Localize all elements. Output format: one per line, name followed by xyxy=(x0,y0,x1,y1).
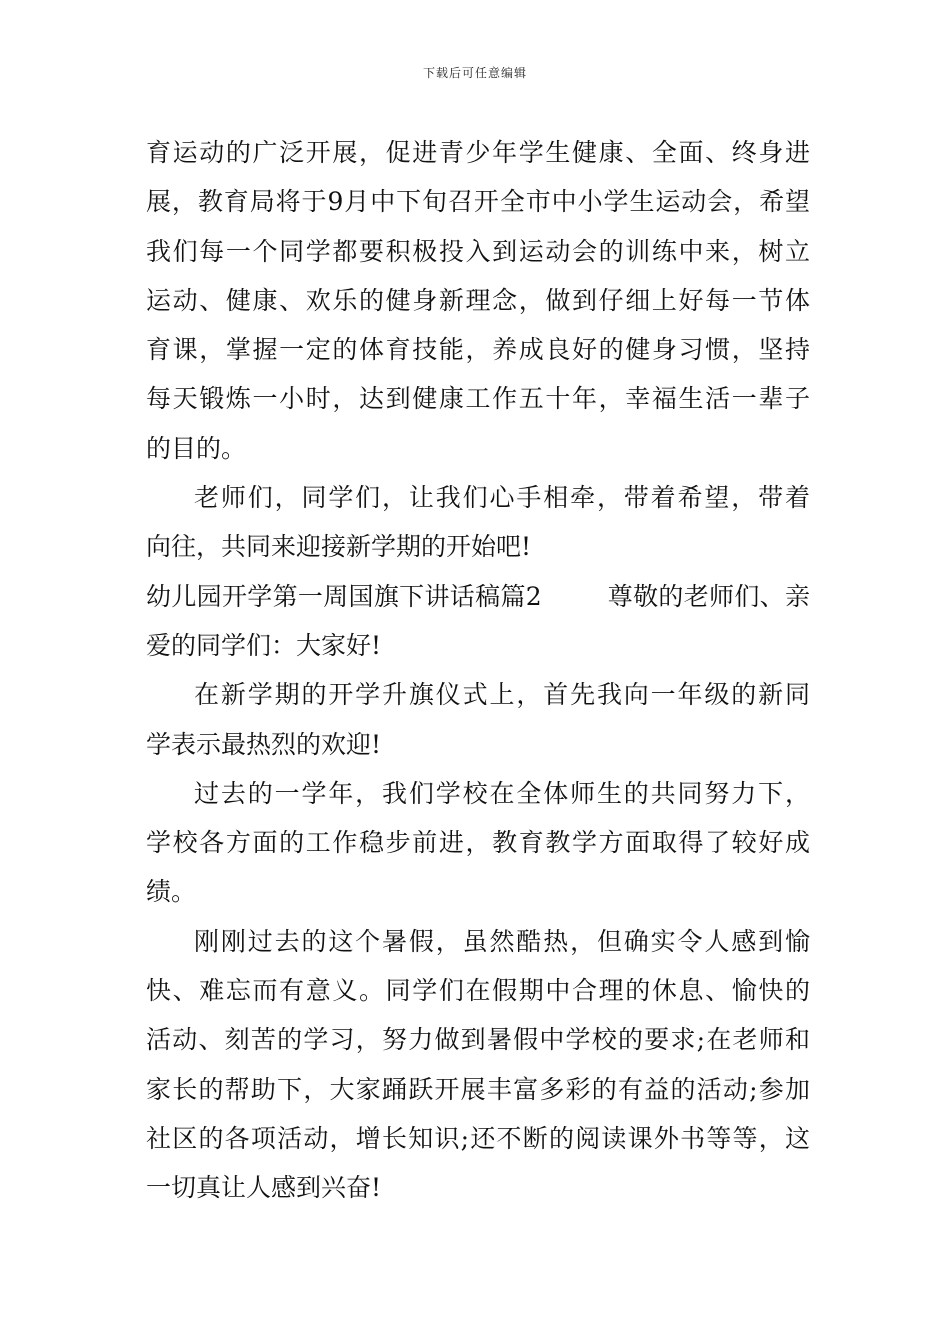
text-line: 幼儿园开学第一周国旗下讲话稿篇2 尊敬的老师们、亲 xyxy=(146,581,810,611)
text-line: 爱的同学们：大家好! xyxy=(146,630,382,660)
text-line: 在新学期的开学升旗仪式上，首先我向一年级的新同 xyxy=(194,680,810,710)
text-line: 老师们，同学们，让我们心手相牵，带着希望，带着 xyxy=(194,483,810,513)
text-line: 每天锻炼一小时，达到健康工作五十年，幸福生活一辈子 xyxy=(146,384,810,414)
text-line: 刚刚过去的这个暑假，虽然酷热，但确实令人感到愉 xyxy=(194,926,810,956)
text-line: 绩。 xyxy=(146,877,197,907)
text-line: 社区的各项活动，增长知识;还不断的阅读课外书等等，这 xyxy=(146,1123,810,1153)
text-line: 运动、健康、欢乐的健身新理念，做到仔细上好每一节体 xyxy=(146,285,810,315)
text-line: 一切真让人感到兴奋! xyxy=(146,1173,382,1203)
text-line: 展，教育局将于9月中下旬召开全市中小学生运动会，希望 xyxy=(146,187,810,217)
text-line: 学校各方面的工作稳步前进，教育教学方面取得了较好成 xyxy=(146,828,810,858)
text-line: 育运动的广泛开展，促进青少年学生健康、全面、终身进 xyxy=(146,138,810,167)
text-line: 学表示最热烈的欢迎! xyxy=(146,729,382,759)
text-line: 育课，掌握一定的体育技能，养成良好的健身习惯，坚持 xyxy=(146,335,810,365)
text-line: 我们每一个同学都要积极投入到运动会的训练中来，树立 xyxy=(146,236,810,266)
text-line: 过去的一学年，我们学校在全体师生的共同努力下， xyxy=(194,778,810,808)
text-line: 的目的。 xyxy=(146,433,247,463)
text-line: 活动、刻苦的学习，努力做到暑假中学校的要求;在老师和 xyxy=(146,1025,810,1055)
text-line: 向往，共同来迎接新学期的开始吧! xyxy=(146,532,532,562)
text-line: 快、难忘而有意义。同学们在假期中合理的休息、愉快的 xyxy=(146,976,810,1006)
page-header: 下载后可任意编辑 xyxy=(422,66,527,80)
text-line: 家长的帮助下，大家踊跃开展丰富多彩的有益的活动;参加 xyxy=(146,1074,810,1104)
body-text xyxy=(146,128,810,1213)
